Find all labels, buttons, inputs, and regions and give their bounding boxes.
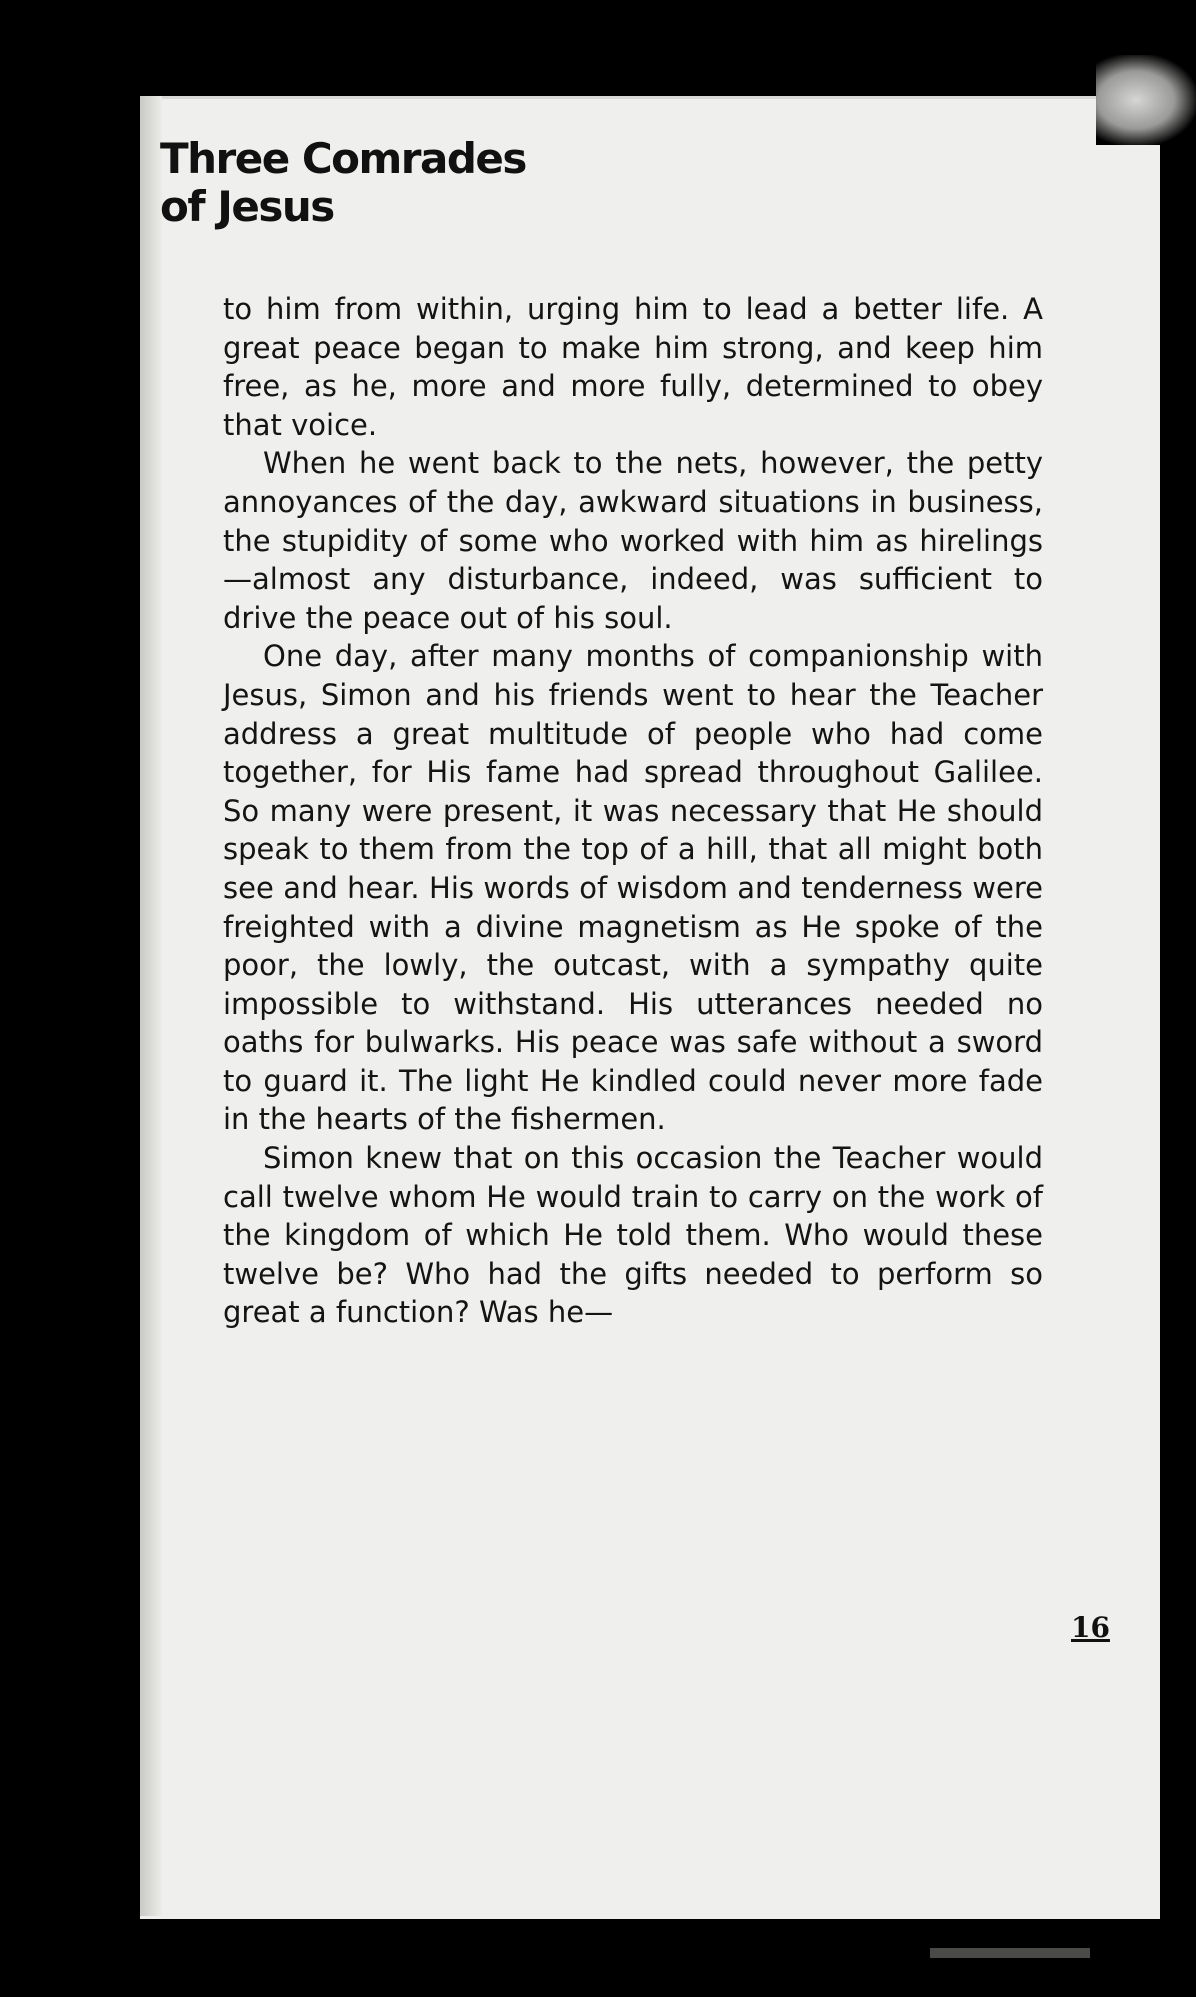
paragraph-2: When he went back to the nets, however, the petty annoyances of the day, awkward situations in business, the stupidity of some who worked with him as hirelings—almost any disturbance, indeed, was sufficient to drive the peace out of his soul.: [223, 446, 1043, 635]
paragraph-1: to him from within, urging him to lead a better life. A great peace began to make him strong, and keep him free, as he, more and more fully, determined to obey that voice.: [223, 292, 1043, 442]
page-binding-edge: [140, 96, 162, 1916]
chapter-title-line-2: of Jesus: [160, 182, 334, 231]
paragraph-4: Simon knew that on this occasion the Teacher would call twelve whom He would train to carry on the work of the kingdom of which He told them. Who would these twelve be? Who had the gifts needed to perform so great a function? Was he—: [223, 1141, 1043, 1330]
scan-artifact: [1096, 55, 1196, 145]
chapter-title-line-1: Three Comrades: [160, 134, 526, 183]
paragraph-3: One day, after many months of companionship with Jesus, Simon and his friends went to hear the Teacher address a great multitude of people who had come together, for His fame had spread throughout Galilee. So many were present, it was necessary that He should speak to them from the top of a hill, that all might both see and hear. His words of wisdom and tenderness were freighted with a divine magnetism as He spoke of the poor, the lowly, the outcast, with a sympathy quite impossible to withstand. His utterances needed no oaths for bulwarks. His peace was safe without a sword to guard it. The light He kindled could never more fade in the hearts of the fishermen.: [223, 639, 1043, 1137]
scan-artifact-bottom: [930, 1948, 1090, 1958]
page-number: 16: [1071, 1611, 1110, 1644]
body-text: [223, 290, 1043, 1332]
chapter-title: [160, 135, 526, 231]
